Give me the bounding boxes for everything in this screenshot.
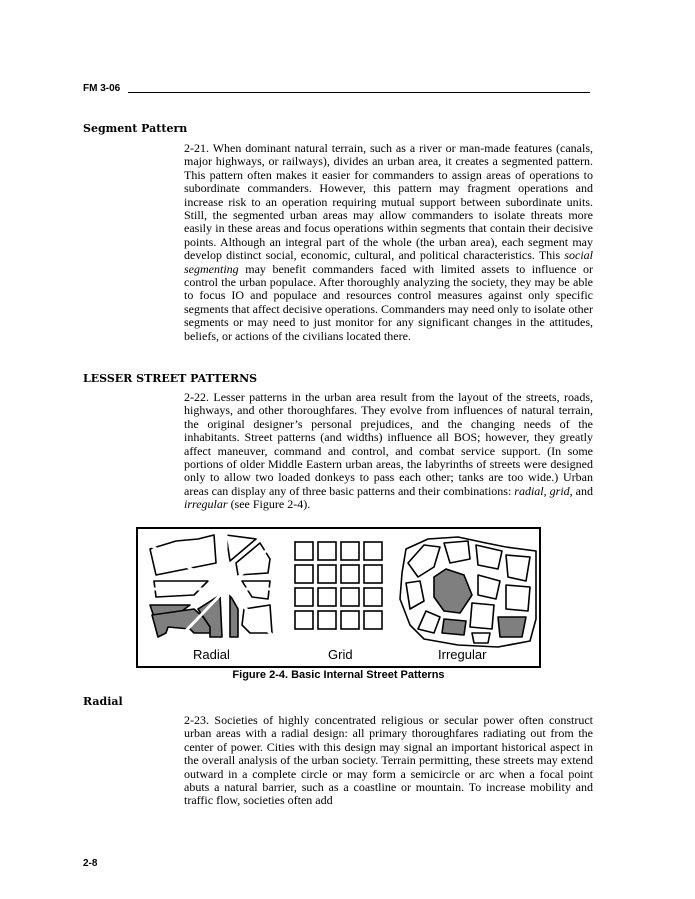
- grid-block: [341, 565, 359, 583]
- grid-block: [295, 588, 313, 606]
- paragraph-2-21: [184, 142, 593, 343]
- running-header: [83, 82, 590, 94]
- grid-block: [295, 542, 313, 560]
- sep-1: ,: [543, 483, 550, 498]
- grid-block: [364, 588, 382, 606]
- grid-block: [318, 565, 336, 583]
- street-pattern-diagrams: [138, 529, 539, 666]
- paragraph-2-23: 2-23. Societies of highly concentrated religious or secular power often construct urban areas with a radial design: all primary thoroughfares radiating out from the center of power. Cities with this design may signal an important historical aspect in the overall analysis of the urban society. Terrain permitting, these streets may extend outward in a complete circle or may form a semicircle or arc when a focal point abuts a natural barrier, such as a coastline or mountain. To increase mobility and traffic flow, societies often add: [184, 713, 593, 808]
- figure-caption: Figure 2-4. Basic Internal Street Patterns: [232, 669, 445, 681]
- paragraph-2-22: [184, 391, 593, 512]
- header-rule: [128, 92, 590, 93]
- grid-block: [295, 565, 313, 583]
- irregular-block: [506, 555, 530, 581]
- grid-block: [318, 588, 336, 606]
- heading-segment-pattern: Segment Pattern: [83, 122, 188, 135]
- label-grid: Grid: [328, 647, 353, 662]
- radial-block: [150, 535, 216, 575]
- irregular-block-shaded: [442, 619, 466, 635]
- sep-2: , and: [569, 483, 594, 498]
- grid-pattern: [295, 542, 382, 629]
- term-grid: grid: [549, 483, 570, 498]
- grid-block: [341, 588, 359, 606]
- grid-block: [364, 611, 382, 629]
- grid-block: [341, 611, 359, 629]
- term-social-segmenting: social segmenting: [184, 248, 593, 276]
- grid-block: [318, 542, 336, 560]
- grid-block: [341, 542, 359, 560]
- paragraph-2-22-part2: (see Figure 2-4).: [227, 497, 311, 512]
- term-irregular: irregular: [184, 497, 228, 512]
- figure-street-patterns: [136, 527, 541, 668]
- heading-lesser-street-patterns: LESSER STREET PATTERNS: [83, 372, 258, 385]
- label-irregular: Irregular: [438, 647, 487, 662]
- radial-pattern: [150, 535, 272, 637]
- grid-block: [295, 611, 313, 629]
- irregular-block: [472, 633, 490, 643]
- manual-id: FM 3-06: [83, 83, 121, 94]
- paragraph-2-21-part1: 2-21. When dominant natural terrain, such as a river or man-made features (canals, major highways, or railways), divides an urban area, it creates a segmented pattern. This pattern often makes it easier for commanders to assign areas of operations to subordinate commanders. However, this pattern may fragment operations and increase risk to an operation requiring mutual support between subordinate units. Still, the segmented urban areas may allow commanders to isolate threats more easily in these areas and focus operations within segments that contain their decisive points. Although an integral part of the whole (the urban area), each segment may develop distinct social, economic, cultural, and political characteristics. This: [184, 141, 593, 263]
- grid-block: [364, 565, 382, 583]
- heading-radial: Radial: [83, 695, 123, 708]
- grid-block: [364, 542, 382, 560]
- page-number: 2-8: [83, 858, 98, 869]
- grid-block: [318, 611, 336, 629]
- label-radial: Radial: [193, 647, 230, 662]
- paragraph-2-21-part2: may benefit commanders faced with limited assets to influence or control the urban populace. After thoroughly analyzing the society, they may be able to focus IO and populace and resources control measures against only specific segments that affect decisive operations. Commanders may need only to isolate other segments or may need to just monitor for any significant changes in the attitudes, beliefs, or actions of the civilians located there.: [184, 261, 593, 343]
- irregular-pattern: [400, 537, 536, 647]
- irregular-block-shaded: [498, 617, 526, 637]
- paragraph-2-22-part1: 2-22. Lesser patterns in the urban area result from the layout of the streets, roads, highways, and other thoroughfares. They evolve from influences of natural terrain, the original designer’s personal prejudices, and the changing needs of the inhabitants. Street patterns (and widths) influence all BOS; however, they greatly affect maneuver, command and control, and combat service support. (In some portions of older Middle Eastern urban areas, the labyrinths of streets were designed only to allow two loaded donkeys to pass each other; tanks are too wide.) Urban areas can display any of three basic patterns and their combinations:: [184, 390, 593, 498]
- term-radial: radial: [514, 483, 544, 498]
- irregular-block: [470, 603, 494, 629]
- irregular-block: [506, 585, 530, 611]
